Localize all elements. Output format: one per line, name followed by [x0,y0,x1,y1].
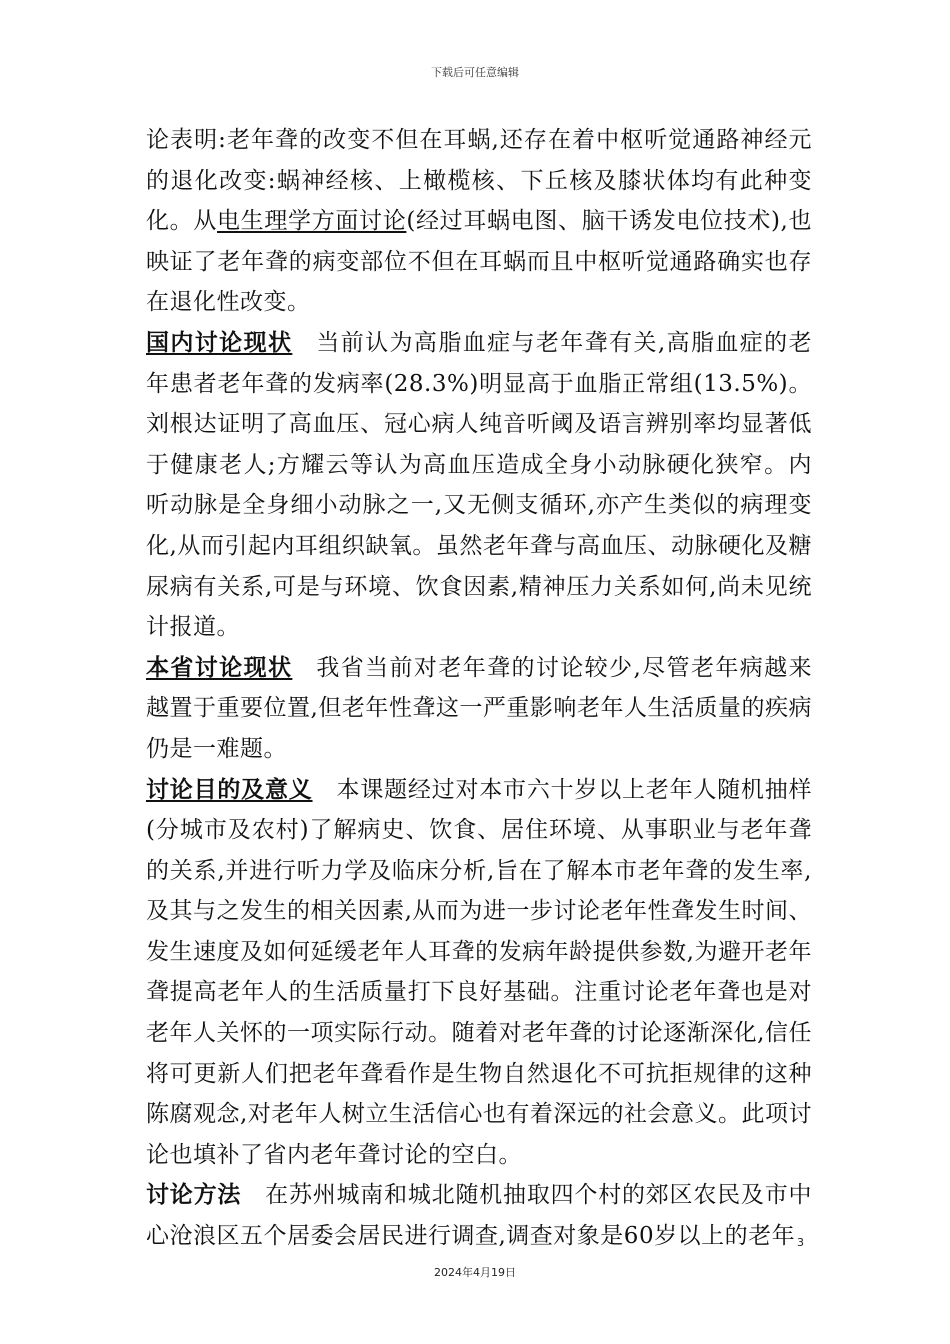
section-heading-purpose: 讨论目的及意义 [146,775,313,803]
section-domestic [146,323,812,648]
section-heading-method: 讨论方法 [146,1181,242,1209]
section-heading-domestic: 国内讨论现状 [146,328,293,356]
page-footer-date: 2024年4月19日 [434,1266,516,1279]
section-heading-province: 本省讨论现状 [146,653,293,681]
section-method [146,1175,812,1256]
section-text-domestic: 当前认为高脂血症与老年聋有关,高脂血症的老年患者老年聋的发病率(28.3%)明显高于血脂正常组(13.5%)。刘根达证明了高血压、冠心病人纯音听阈及语言辨别率均显著低于健康老人;方耀云等认为高血压造成全身小动脉硬化狭窄。内听动脉是全身细小动脉之一,又无侧支循环,亦产生类似的病理变化,从而引起内耳组织缺氧。虽然老年聋与高血压、动脉硬化及糖尿病有关系,可是与环境、饮食因素,精神压力关系如何,尚未见统计报道。 [146,329,813,641]
intro-paragraph [146,120,812,323]
page-header: 下载后可任意编辑 [431,66,519,79]
section-text-purpose: 本课题经过对本市六十岁以上老年人随机抽样(分城市及农村)了解病史、饮食、居住环境、从事职业与老年聋的关系,并进行听力学及临床分析,旨在了解本市老年聋的发生率,及其与之发生的相关因素,从而为进一步讨论老年性聋发生时间、发生速度及如何延缓老年人耳聋的发病年龄提供参数,为避开老年聋提高老年人的生活质量打下良好基础。注重讨论老年聋也是对老年人关怀的一项实际行动。随着对老年聋的讨论逐渐深化,信任将可更新人们把老年聋看作是生物自然退化不可抗拒规律的这种陈腐观念,对老年人树立生活信心也有着深远的社会意义。此项讨论也填补了省内老年聋讨论的空白。 [146,776,813,1168]
section-text-province: 我省当前对老年聋的讨论较少,尽管老年病越来越置于重要位置,但老年性聋这一严重影响老年人生活质量的疾病仍是一难题。 [146,654,813,762]
section-province [146,648,812,770]
intro-text-start: 论表明:老年聋的改变不但在耳蜗,还存在着中枢听觉通路神经元的退化改变:蜗神经核、上橄榄核、下丘核及膝状体均有此种变化。从 [146,127,812,235]
section-purpose [146,770,812,1176]
document-body [146,120,812,1257]
page-number: 3 [797,1236,804,1249]
intro-text-end: (经过耳蜗电图、脑干诱发电位技术),也映证了老年聋的病变部位不但在耳蜗而且中枢听觉通路确实也存在退化性改变。 [146,208,813,316]
electrophysiology-link[interactable]: 电生理学方面讨论 [217,208,407,235]
section-text-method: 在苏州城南和城北随机抽取四个村的郊区农民及市中心沧浪区五个居委会居民进行调查,调查对象是60岁以上的老年 [146,1182,813,1250]
